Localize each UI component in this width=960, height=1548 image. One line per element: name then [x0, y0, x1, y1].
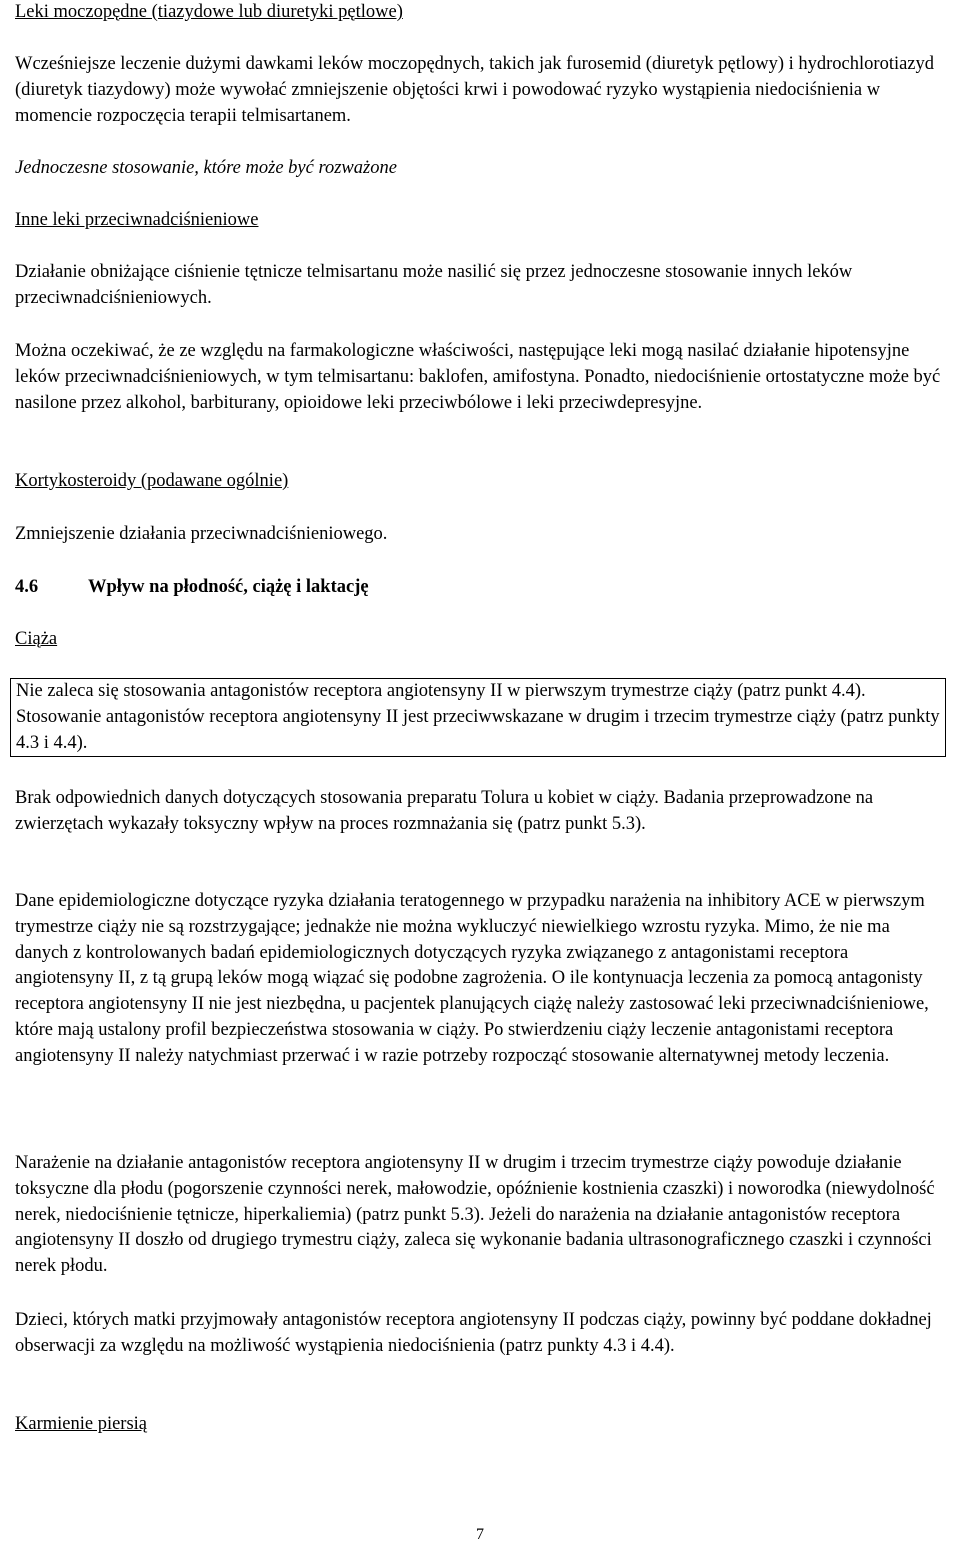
paragraph-antihypertensives-2: Można oczekiwać, że ze względu na farmakologiczne właściwości, następujące leki mogą nasilać działanie hipotensyjne leków przeciwnadciśnieniowych, w tym telmisartanu: baklofen, amifostyna. Ponadto, niedociśnienie ortostatyczne może być nasilone przez alkohol, barbiturany, opioidowe leki przeciwbólowe i leki przeciwdepresyjne. [15, 341, 941, 413]
page-number: 7 [476, 1526, 484, 1543]
section-heading [15, 575, 945, 601]
paragraph-corticosteroids: Zmniejszenie działania przeciwnadciśnieniowego. [15, 524, 388, 544]
paragraph-antihypertensives-1: Działanie obniżające ciśnienie tętnicze telmisartanu może nasilić się przez jednoczesne stosowanie innych leków przeciwnadciśnieniowych. [15, 262, 853, 308]
heading-corticosteroids: Kortykosteroidy (podawane ogólnie) [15, 471, 289, 491]
heading-concomitant-use: Jednoczesne stosowanie, które może być rozważone [15, 158, 397, 178]
boxed-warning: Nie zaleca się stosowania antagonistów receptora angiotensyny II w pierwszym trymestrze ciąży (patrz punkt 4.4). Stosowanie antagonistów receptora angiotensyny II jest przeciwwskazane w drugim i trzecim trymestrze ciąży (patrz punkty 4.3 i 4.4). [10, 678, 946, 757]
paragraph-diuretics: Wcześniejsze leczenie dużymi dawkami leków moczopędnych, takich jak furosemid (diuretyk pętlowy) i hydrochlorotiazyd (diuretyk tiazydowy) może wywołać zmniejszenie objętości krwi i powodować ryzyko wystąpienia niedociśnienia w momencie rozpoczęcia terapii telmisartanem. [15, 54, 935, 126]
heading-breastfeeding: Karmienie piersią [15, 1414, 148, 1434]
heading-diuretics: Leki moczopędne (tiazydowe lub diuretyki pętlowe) [15, 2, 403, 22]
paragraph-pregnancy-3: Narażenie na działanie antagonistów receptora angiotensyny II w drugim i trzecim trymestrze ciąży powoduje działanie toksyczne dla płodu (pogorszenie czynności nerek, małowodzie, opóźnienie kostnienia czaszki) i noworodka (niewydolność nerek, niedociśnienie tętnicze, hiperkaliemia) (patrz punkt 5.3). Jeżeli do narażenia na działanie antagonistów receptora angiotensyny II doszło od drugiego trymestru ciąży, zaleca się wykonanie badania ultrasonograficznego czaszki i czynności nerek płodu. [15, 1153, 935, 1277]
paragraph-pregnancy-1: Brak odpowiednich danych dotyczących stosowania preparatu Tolura u kobiet w ciąży. Badania przeprowadzone na zwierzętach wykazały toksyczny wpływ na proces rozmnażania się (patrz punkt 5.3). [15, 788, 874, 834]
section-title: Wpływ na płodność, ciążę i laktację [88, 577, 369, 597]
paragraph-pregnancy-2: Dane epidemiologiczne dotyczące ryzyka działania teratogennego w przypadku narażenia na inhibitory ACE w pierwszym trymestrze ciąży nie są rozstrzygające; jednakże nie można wykluczyć niewielkiego wzrostu ryzyka. Mimo, że nie ma danych z kontrolowanych badań epidemiologicznych dotyczących ryzyka związanego z antagonistami receptora angiotensyny II, z tą grupą leków mogą wiązać się podobne zagrożenia. O ile kontynuacja leczenia za pomocą antagonisty receptora angiotensyny II nie jest niezbędna, u pacjentek planujących ciążę należy zastosować leki przeciwnadciśnieniowe, które mają ustalony profil bezpieczeństwa stosowania w ciąży. Po stwierdzeniu ciąży leczenie antagonistami receptora angiotensyny II należy natychmiast przerwać i w razie potrzeby rozpocząć stosowanie alternatywnej metody leczenia. [15, 891, 929, 1066]
heading-antihypertensives: Inne leki przeciwnadciśnieniowe [15, 210, 259, 230]
heading-pregnancy: Ciąża [15, 629, 58, 649]
section-number: 4.6 [15, 577, 39, 597]
paragraph-pregnancy-4: Dzieci, których matki przyjmowały antagonistów receptora angiotensyny II podczas ciąży, powinny być poddane dokładnej obserwacji za względu na możliwość wystąpienia niedociśnienia (patrz punkty 4.3 i 4.4). [15, 1310, 932, 1356]
